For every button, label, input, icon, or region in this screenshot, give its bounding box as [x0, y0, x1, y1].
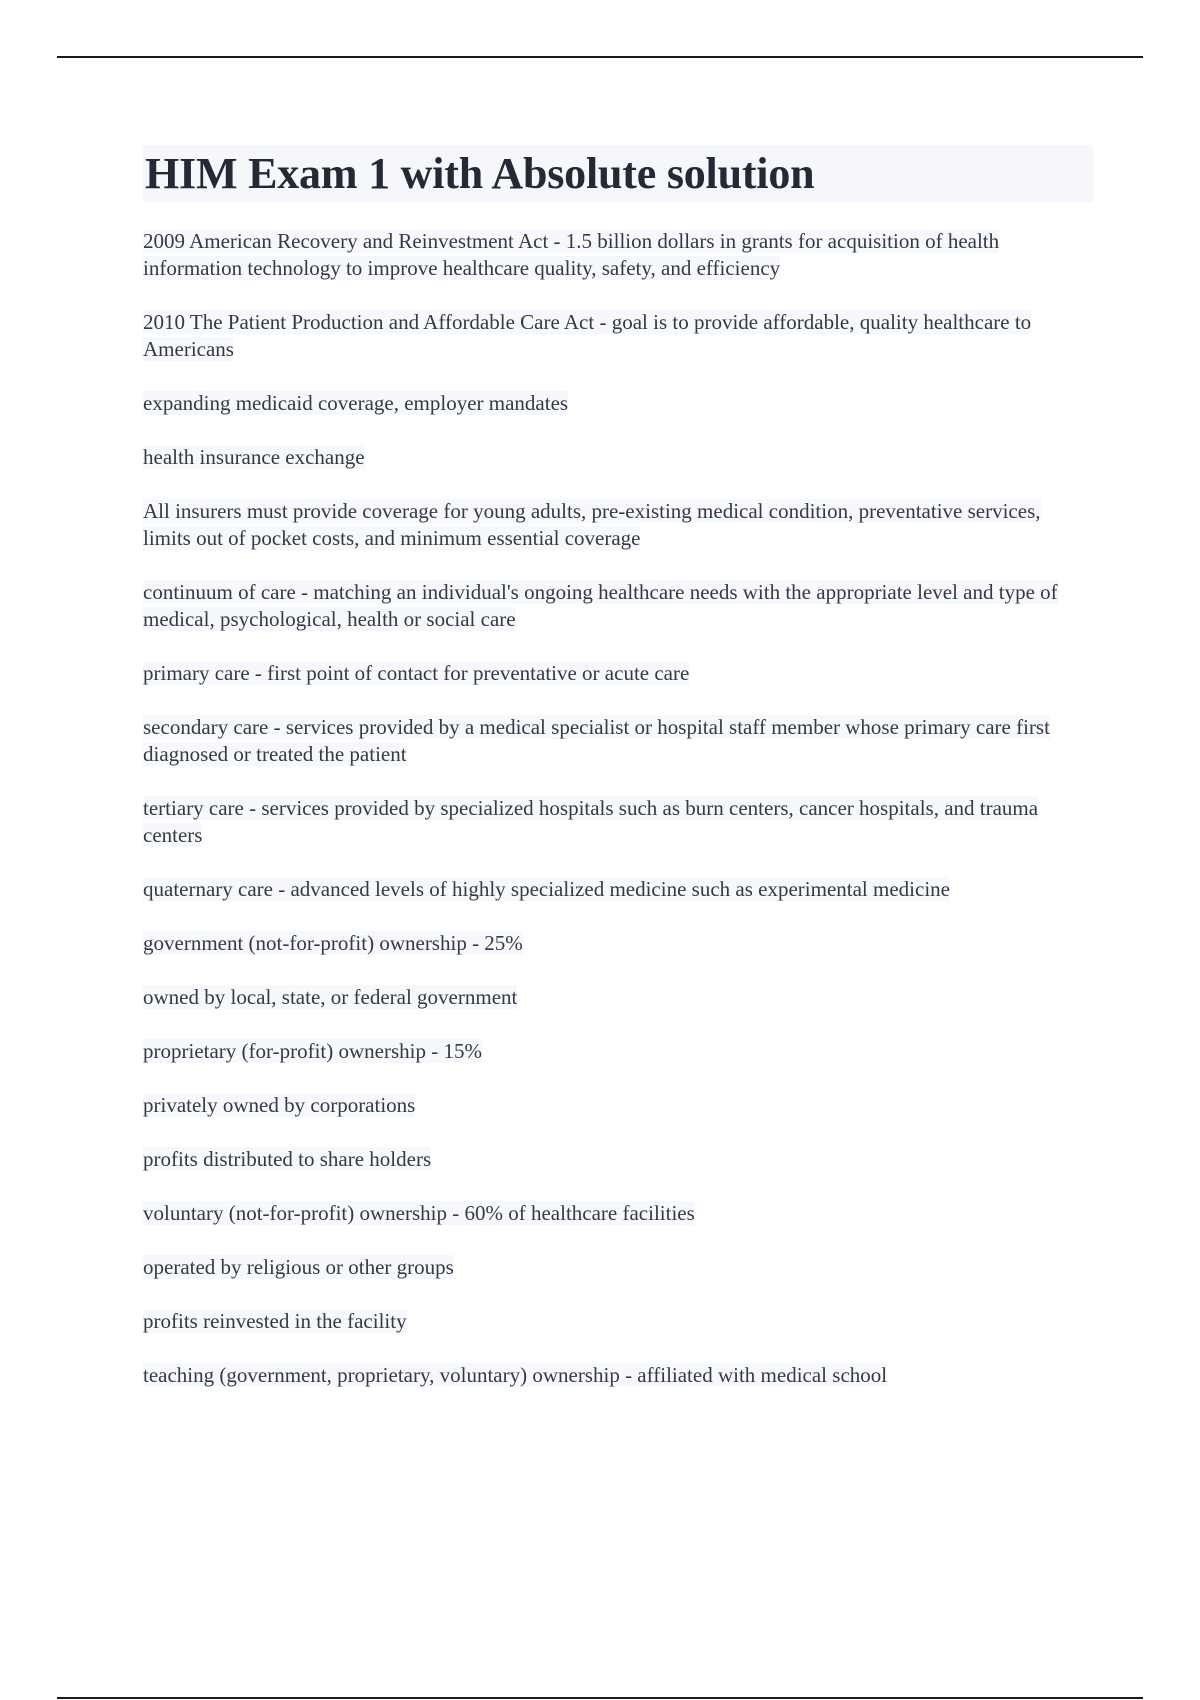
list-item: profits reinvested in the facility	[143, 1309, 407, 1333]
entry-list	[143, 228, 1093, 1389]
list-item: proprietary (for-profit) ownership - 15%	[143, 1039, 482, 1063]
list-item: secondary care - services provided by a medical specialist or hospital staff member whose primary care first diagnosed or treated the patient	[143, 715, 1050, 766]
list-item: primary care - first point of contact for preventative or acute care	[143, 661, 690, 685]
list-item: health insurance exchange	[143, 445, 365, 469]
document-body	[143, 145, 1093, 1416]
top-rule	[57, 56, 1143, 58]
list-item: tertiary care - services provided by specialized hospitals such as burn centers, cancer hospitals, and trauma centers	[143, 796, 1039, 847]
list-item: 2010 The Patient Production and Affordable Care Act - goal is to provide affordable, quality healthcare to Americans	[143, 310, 1032, 361]
list-item: teaching (government, proprietary, voluntary) ownership - affiliated with medical school	[143, 1363, 888, 1387]
list-item: All insurers must provide coverage for young adults, pre-existing medical condition, preventative services, limits out of pocket costs, and minimum essential coverage	[143, 499, 1041, 550]
list-item: continuum of care - matching an individual's ongoing healthcare needs with the appropriate level and type of medical, psychological, health or social care	[143, 580, 1058, 631]
list-item: owned by local, state, or federal government	[143, 985, 518, 1009]
bottom-rule	[57, 1697, 1143, 1699]
list-item: 2009 American Recovery and Reinvestment Act - 1.5 billion dollars in grants for acquisition of health information technology to improve healthcare quality, safety, and efficiency	[143, 229, 1000, 280]
list-item: quaternary care - advanced levels of highly specialized medicine such as experimental medicine	[143, 877, 950, 901]
list-item: expanding medicaid coverage, employer mandates	[143, 391, 569, 415]
list-item: operated by religious or other groups	[143, 1255, 454, 1279]
list-item: voluntary (not-for-profit) ownership - 60% of healthcare facilities	[143, 1201, 695, 1225]
list-item: privately owned by corporations	[143, 1093, 416, 1117]
list-item: government (not-for-profit) ownership - 25%	[143, 931, 523, 955]
list-item: profits distributed to share holders	[143, 1147, 432, 1171]
page-title: HIM Exam 1 with Absolute solution	[143, 145, 1093, 202]
